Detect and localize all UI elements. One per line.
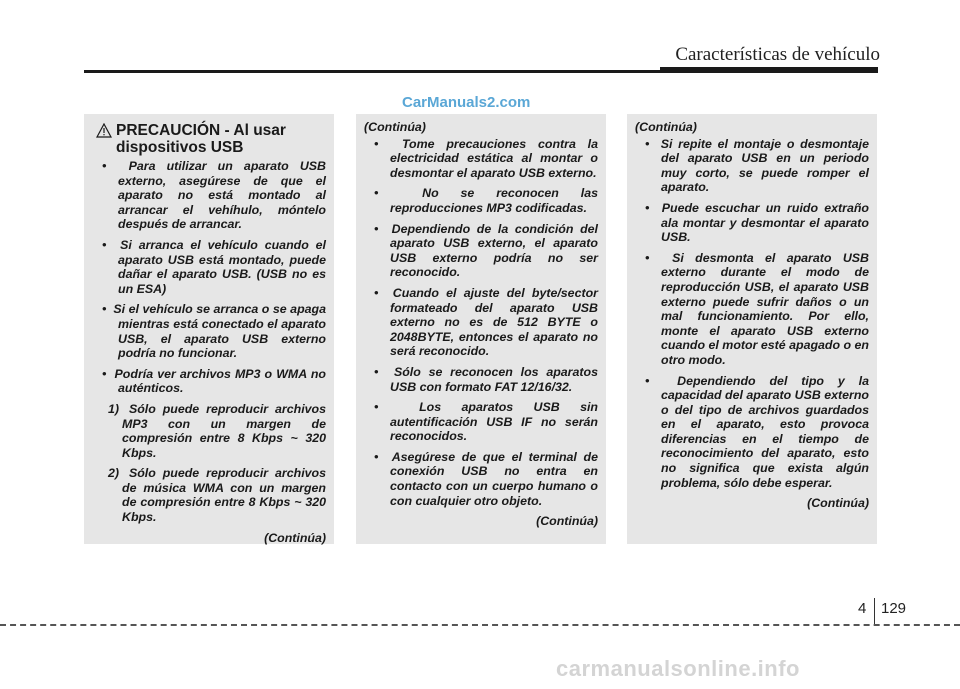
usb-notes-list	[364, 137, 598, 509]
watermark-carmanuals2: CarManuals2.com	[402, 94, 531, 111]
list-item: • Si repite el montaje o desmontaje del aparato USB en un periodo muy corto, se puede romper el aparato.	[635, 137, 869, 195]
precaution-list	[92, 159, 326, 396]
list-item: • Los aparatos USB sin autentificación USB IF no serán reconocidos.	[364, 400, 598, 444]
continuation-box-3	[627, 114, 877, 544]
list-item: • Dependiendo del tipo y la capacidad del aparato USB externo o del tipo de archivos guardados en el aparato, esto provoca diferencias en el tiempo de reconocimiento del aparato, esto no significa que exista algún problema, sólo debe esperar.	[635, 374, 869, 491]
continua-top: (Continúa)	[635, 120, 697, 134]
continua-end: (Continúa)	[536, 514, 598, 529]
list-item: • Si arranca el vehículo cuando el aparato USB está montado, puede dañar el aparato USB. (USB no es un ESA)	[92, 238, 326, 296]
footer-divider	[874, 598, 875, 624]
continuation-box-2	[356, 114, 606, 544]
sub-item	[92, 466, 326, 524]
continua-end: (Continúa)	[264, 530, 326, 545]
continua-end: (Continúa)	[807, 496, 869, 511]
sub-item-number: 1)	[108, 401, 120, 416]
page-number: 129	[881, 600, 907, 617]
list-item: • Para utilizar un aparato USB externo, asegúrese de que el aparato no está montado al arrancar el vehíhulo, móntelo después de arrancar.	[92, 159, 326, 232]
page-header-title: Características de vehículo	[675, 44, 880, 65]
header-rule	[84, 70, 878, 73]
precaution-title	[92, 122, 326, 156]
sub-item	[92, 402, 326, 460]
list-item: • Si el vehículo se arranca o se apaga mientras está conectado el aparato USB, el aparato USB externo podría no funcionar.	[92, 302, 326, 360]
footer-dashed-rule	[0, 624, 960, 626]
precaution-title-text: PRECAUCIÓN - Al usar dispositivos USB	[116, 122, 286, 156]
warning-triangle-icon	[96, 123, 112, 138]
sub-item-text: Sólo puede reproducir archivos de música WMA con un margen de compresión entre 8 Kbps ~ 320 Kbps.	[122, 466, 326, 525]
usb-notes-list	[635, 137, 869, 491]
list-item: • Dependiendo de la condición del aparato USB externo, el aparato USB externo podría no ser reconocido.	[364, 222, 598, 280]
sub-item-text: Sólo puede reproducir archivos MP3 con un margen de compresión entre 8 Kbps ~ 320 Kbps.	[122, 401, 326, 460]
list-item: • No se reconocen las reproducciones MP3 codificadas.	[364, 186, 598, 215]
chapter-number: 4	[858, 600, 867, 617]
list-item: • Si desmonta el aparato USB externo durante el modo de reproducción USB, el aparato USB externo puede sufrir daños o un mal funcionamiento. Por ello, monte el aparato USB externo cuando el motor esté apagado o en otro modo.	[635, 251, 869, 368]
list-item: • Asegúrese de que el terminal de conexión USB no entra en contacto con un cuerpo humano o con cualquier otro objeto.	[364, 450, 598, 508]
list-item: • Tome precauciones contra la electricidad estática al montar o desmontar el aparato USB externo.	[364, 137, 598, 181]
list-item: • Podría ver archivos MP3 o WMA no auténticos.	[92, 367, 326, 396]
sub-item-number: 2)	[108, 466, 120, 481]
list-item: • Sólo se reconocen los aparatos USB con formato FAT 12/16/32.	[364, 365, 598, 394]
watermark-carmanualsonline: carmanualsonline.info	[556, 656, 800, 681]
continua-top: (Continúa)	[364, 120, 426, 134]
list-item: • Puede escuchar un ruido extraño ala montar y desmontar el aparato USB.	[635, 201, 869, 245]
precaution-box-usb	[84, 114, 334, 544]
list-item: • Cuando el ajuste del byte/sector formateado del aparato USB externo no es de 512 BYTE o 2048BYTE, entonces el aparato no será reconocido.	[364, 286, 598, 359]
